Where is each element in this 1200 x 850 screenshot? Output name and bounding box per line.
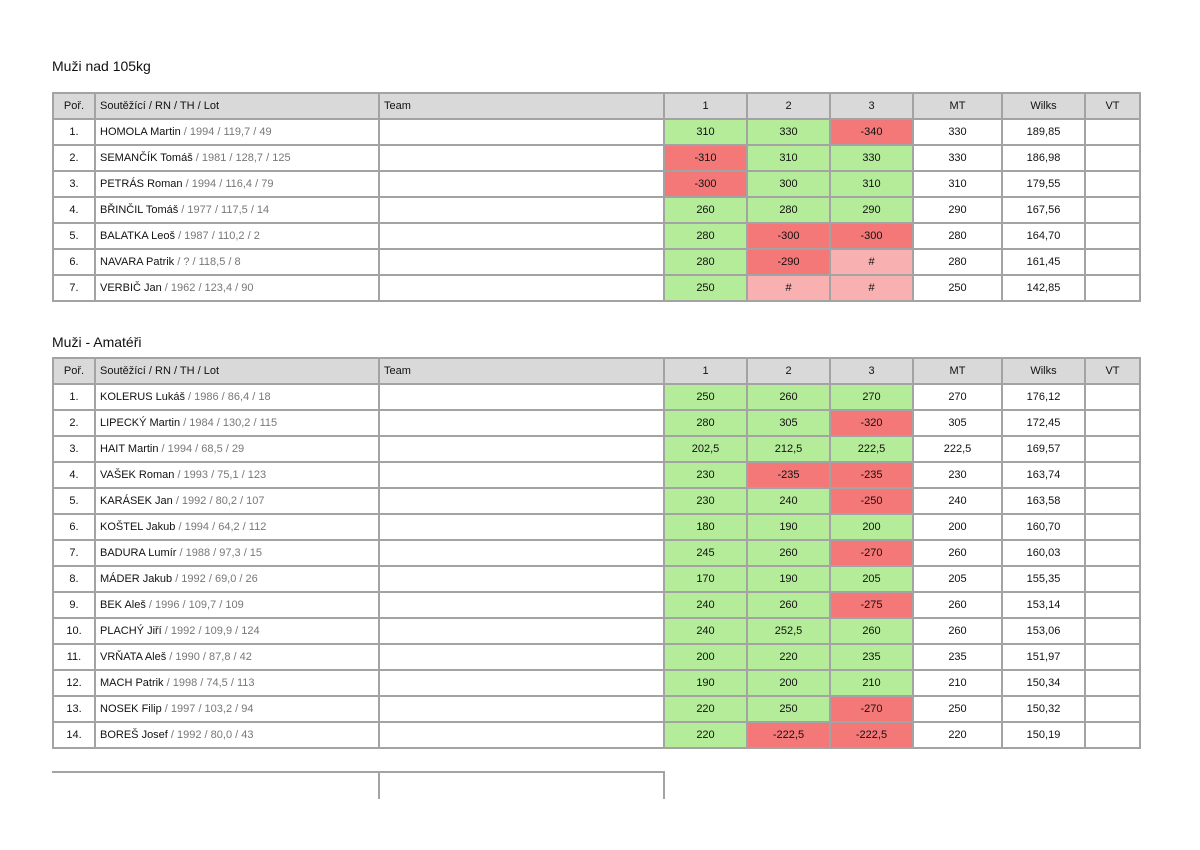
table-row bbox=[53, 592, 1140, 618]
table-row bbox=[53, 275, 1140, 301]
team-cell bbox=[379, 696, 664, 722]
position-cell: 7. bbox=[53, 540, 95, 566]
mt-cell: 222,5 bbox=[913, 436, 1002, 462]
vt-cell bbox=[1085, 696, 1140, 722]
mt-cell: 280 bbox=[913, 223, 1002, 249]
wilks-cell: 151,97 bbox=[1002, 644, 1085, 670]
attempt-1-cell: 220 bbox=[664, 696, 747, 722]
mt-cell: 260 bbox=[913, 618, 1002, 644]
mt-cell: 330 bbox=[913, 145, 1002, 171]
vt-cell bbox=[1085, 462, 1140, 488]
competitor-name: SEMANČÍK Tomáš bbox=[100, 152, 193, 164]
competitor-name: HAIT Martin bbox=[100, 443, 159, 455]
wilks-cell: 167,56 bbox=[1002, 197, 1085, 223]
wilks-cell: 189,85 bbox=[1002, 119, 1085, 145]
header-competitor-meta: / RN / TH / Lot bbox=[145, 365, 220, 377]
attempt-2-cell: 260 bbox=[747, 540, 830, 566]
attempt-2-cell: 310 bbox=[747, 145, 830, 171]
vt-cell bbox=[1085, 410, 1140, 436]
header-team: Team bbox=[379, 358, 664, 384]
team-cell bbox=[379, 592, 664, 618]
attempt-3-cell: 200 bbox=[830, 514, 913, 540]
wilks-cell: 155,35 bbox=[1002, 566, 1085, 592]
position-cell: 13. bbox=[53, 696, 95, 722]
position-cell: 3. bbox=[53, 171, 95, 197]
position-cell: 2. bbox=[53, 145, 95, 171]
competitor-cell bbox=[95, 696, 379, 722]
position-cell: 8. bbox=[53, 566, 95, 592]
header-mt: MT bbox=[913, 93, 1002, 119]
vt-cell bbox=[1085, 145, 1140, 171]
header-mt: MT bbox=[913, 358, 1002, 384]
position-cell: 6. bbox=[53, 249, 95, 275]
competitor-meta: / 1994 / 64,2 / 112 bbox=[175, 521, 267, 533]
competitor-name: VERBIČ Jan bbox=[100, 282, 162, 294]
competitor-meta: / 1998 / 74,5 / 113 bbox=[163, 677, 255, 689]
competitor-name: BADURA Lumír bbox=[100, 547, 177, 559]
header-attempt-3: 3 bbox=[830, 358, 913, 384]
team-cell bbox=[379, 488, 664, 514]
attempt-1-cell: 245 bbox=[664, 540, 747, 566]
header-competitor-label: Soutěžící bbox=[100, 100, 146, 112]
mt-cell: 235 bbox=[913, 644, 1002, 670]
vt-cell bbox=[1085, 119, 1140, 145]
attempt-1-cell: 240 bbox=[664, 592, 747, 618]
header-wilks: Wilks bbox=[1002, 358, 1085, 384]
attempt-1-cell: 230 bbox=[664, 462, 747, 488]
mt-cell: 205 bbox=[913, 566, 1002, 592]
position-cell: 7. bbox=[53, 275, 95, 301]
wilks-cell: 172,45 bbox=[1002, 410, 1085, 436]
attempt-1-cell: 190 bbox=[664, 670, 747, 696]
attempt-3-cell: -300 bbox=[830, 223, 913, 249]
attempt-1-cell: 200 bbox=[664, 644, 747, 670]
team-cell bbox=[379, 223, 664, 249]
team-cell bbox=[379, 171, 664, 197]
attempt-2-cell: 260 bbox=[747, 592, 830, 618]
competitor-cell bbox=[95, 436, 379, 462]
mt-cell: 210 bbox=[913, 670, 1002, 696]
vt-cell bbox=[1085, 197, 1140, 223]
attempt-2-cell: 260 bbox=[747, 384, 830, 410]
competitor-cell bbox=[95, 462, 379, 488]
header-attempt-1: 1 bbox=[664, 358, 747, 384]
table-row bbox=[53, 145, 1140, 171]
header-vt: VT bbox=[1085, 358, 1140, 384]
competitor-name: HOMOLA Martin bbox=[100, 126, 181, 138]
vt-cell bbox=[1085, 171, 1140, 197]
mt-cell: 290 bbox=[913, 197, 1002, 223]
header-competitor bbox=[95, 93, 379, 119]
vt-cell bbox=[1085, 488, 1140, 514]
team-cell bbox=[379, 670, 664, 696]
competitor-cell bbox=[95, 488, 379, 514]
competitor-cell bbox=[95, 540, 379, 566]
competitor-cell bbox=[95, 223, 379, 249]
wilks-cell: 142,85 bbox=[1002, 275, 1085, 301]
attempt-3-cell: 210 bbox=[830, 670, 913, 696]
mt-cell: 260 bbox=[913, 540, 1002, 566]
attempt-2-cell: 305 bbox=[747, 410, 830, 436]
results-table-amateurs bbox=[52, 357, 1141, 749]
wilks-cell: 150,34 bbox=[1002, 670, 1085, 696]
attempt-2-cell: -300 bbox=[747, 223, 830, 249]
competitor-name: KARÁSEK Jan bbox=[100, 495, 173, 507]
attempt-3-cell: # bbox=[830, 249, 913, 275]
competitor-meta: / 1992 / 80,0 / 43 bbox=[167, 729, 254, 741]
table-footer-divider bbox=[378, 771, 380, 799]
table-row bbox=[53, 514, 1140, 540]
team-cell bbox=[379, 722, 664, 748]
competitor-cell bbox=[95, 670, 379, 696]
table-row bbox=[53, 670, 1140, 696]
mt-cell: 250 bbox=[913, 275, 1002, 301]
position-cell: 12. bbox=[53, 670, 95, 696]
wilks-cell: 163,74 bbox=[1002, 462, 1085, 488]
competitor-name: LIPECKÝ Martin bbox=[100, 417, 181, 429]
position-cell: 5. bbox=[53, 488, 95, 514]
competitor-name: VAŠEK Roman bbox=[100, 469, 175, 481]
competitor-cell bbox=[95, 119, 379, 145]
attempt-3-cell: -235 bbox=[830, 462, 913, 488]
header-competitor bbox=[95, 358, 379, 384]
team-cell bbox=[379, 540, 664, 566]
competitor-cell bbox=[95, 514, 379, 540]
table-row bbox=[53, 462, 1140, 488]
header-row bbox=[53, 358, 1140, 384]
header-attempt-2: 2 bbox=[747, 93, 830, 119]
attempt-2-cell: 190 bbox=[747, 514, 830, 540]
section-title: Muži - Amatéři bbox=[52, 334, 142, 350]
attempt-3-cell: -275 bbox=[830, 592, 913, 618]
attempt-3-cell: 222,5 bbox=[830, 436, 913, 462]
team-cell bbox=[379, 618, 664, 644]
attempt-1-cell: 280 bbox=[664, 223, 747, 249]
attempt-1-cell: -300 bbox=[664, 171, 747, 197]
header-competitor-meta: / RN / TH / Lot bbox=[145, 100, 220, 112]
table-row bbox=[53, 119, 1140, 145]
attempt-3-cell: -270 bbox=[830, 696, 913, 722]
attempt-2-cell: 330 bbox=[747, 119, 830, 145]
header-competitor-label: Soutěžící bbox=[100, 365, 146, 377]
attempt-2-cell: 212,5 bbox=[747, 436, 830, 462]
vt-cell bbox=[1085, 540, 1140, 566]
table-row bbox=[53, 644, 1140, 670]
header-attempt-2: 2 bbox=[747, 358, 830, 384]
attempt-2-cell: 252,5 bbox=[747, 618, 830, 644]
competitor-cell bbox=[95, 644, 379, 670]
wilks-cell: 176,12 bbox=[1002, 384, 1085, 410]
wilks-cell: 150,19 bbox=[1002, 722, 1085, 748]
competitor-name: KOLERUS Lukáš bbox=[100, 391, 185, 403]
team-cell bbox=[379, 410, 664, 436]
position-cell: 4. bbox=[53, 462, 95, 488]
attempt-2-cell: 190 bbox=[747, 566, 830, 592]
team-cell bbox=[379, 275, 664, 301]
attempt-3-cell: -222,5 bbox=[830, 722, 913, 748]
competitor-name: VRŇATA Aleš bbox=[100, 651, 167, 663]
competitor-meta: / 1962 / 123,4 / 90 bbox=[161, 282, 254, 294]
attempt-2-cell: -235 bbox=[747, 462, 830, 488]
mt-cell: 305 bbox=[913, 410, 1002, 436]
attempt-2-cell: 250 bbox=[747, 696, 830, 722]
attempt-3-cell: -250 bbox=[830, 488, 913, 514]
team-cell bbox=[379, 644, 664, 670]
position-cell: 4. bbox=[53, 197, 95, 223]
mt-cell: 310 bbox=[913, 171, 1002, 197]
competitor-cell bbox=[95, 722, 379, 748]
vt-cell bbox=[1085, 566, 1140, 592]
attempt-1-cell: 180 bbox=[664, 514, 747, 540]
competitor-name: KOŠTEL Jakub bbox=[100, 521, 176, 533]
attempt-3-cell: 310 bbox=[830, 171, 913, 197]
competitor-meta: / 1981 / 128,7 / 125 bbox=[192, 152, 291, 164]
table-row bbox=[53, 618, 1140, 644]
wilks-cell: 164,70 bbox=[1002, 223, 1085, 249]
team-cell bbox=[379, 249, 664, 275]
attempt-3-cell: 205 bbox=[830, 566, 913, 592]
team-cell bbox=[379, 436, 664, 462]
vt-cell bbox=[1085, 618, 1140, 644]
competitor-meta: / 1992 / 80,2 / 107 bbox=[172, 495, 265, 507]
position-cell: 10. bbox=[53, 618, 95, 644]
table-row bbox=[53, 696, 1140, 722]
position-cell: 1. bbox=[53, 119, 95, 145]
mt-cell: 270 bbox=[913, 384, 1002, 410]
attempt-1-cell: 250 bbox=[664, 384, 747, 410]
attempt-1-cell: 220 bbox=[664, 722, 747, 748]
attempt-3-cell: 290 bbox=[830, 197, 913, 223]
team-cell bbox=[379, 145, 664, 171]
attempt-1-cell: 230 bbox=[664, 488, 747, 514]
position-cell: 9. bbox=[53, 592, 95, 618]
wilks-cell: 169,57 bbox=[1002, 436, 1085, 462]
competitor-name: NOSEK Filip bbox=[100, 703, 162, 715]
attempt-2-cell: 280 bbox=[747, 197, 830, 223]
competitor-cell bbox=[95, 618, 379, 644]
wilks-cell: 160,03 bbox=[1002, 540, 1085, 566]
attempt-2-cell: 300 bbox=[747, 171, 830, 197]
competitor-cell bbox=[95, 275, 379, 301]
mt-cell: 230 bbox=[913, 462, 1002, 488]
competitor-meta: / 1994 / 119,7 / 49 bbox=[180, 126, 272, 138]
competitor-meta: / 1993 / 75,1 / 123 bbox=[174, 469, 267, 481]
attempt-3-cell: # bbox=[830, 275, 913, 301]
wilks-cell: 163,58 bbox=[1002, 488, 1085, 514]
results-table-heavyweight bbox=[52, 92, 1141, 302]
attempt-3-cell: 235 bbox=[830, 644, 913, 670]
mt-cell: 200 bbox=[913, 514, 1002, 540]
attempt-1-cell: 240 bbox=[664, 618, 747, 644]
mt-cell: 240 bbox=[913, 488, 1002, 514]
header-pos: Poř. bbox=[53, 358, 95, 384]
competitor-cell bbox=[95, 249, 379, 275]
vt-cell bbox=[1085, 223, 1140, 249]
position-cell: 5. bbox=[53, 223, 95, 249]
wilks-cell: 153,14 bbox=[1002, 592, 1085, 618]
vt-cell bbox=[1085, 275, 1140, 301]
team-cell bbox=[379, 566, 664, 592]
table-row bbox=[53, 197, 1140, 223]
vt-cell bbox=[1085, 384, 1140, 410]
attempt-1-cell: 250 bbox=[664, 275, 747, 301]
attempt-1-cell: -310 bbox=[664, 145, 747, 171]
header-row bbox=[53, 93, 1140, 119]
competitor-meta: / 1984 / 130,2 / 115 bbox=[180, 417, 278, 429]
table-row bbox=[53, 171, 1140, 197]
header-pos: Poř. bbox=[53, 93, 95, 119]
competitor-name: BALATKA Leoš bbox=[100, 230, 176, 242]
mt-cell: 250 bbox=[913, 696, 1002, 722]
header-attempt-1: 1 bbox=[664, 93, 747, 119]
mt-cell: 280 bbox=[913, 249, 1002, 275]
attempt-2-cell: 240 bbox=[747, 488, 830, 514]
header-attempt-3: 3 bbox=[830, 93, 913, 119]
header-wilks: Wilks bbox=[1002, 93, 1085, 119]
table-row bbox=[53, 410, 1140, 436]
table-row bbox=[53, 223, 1140, 249]
vt-cell bbox=[1085, 670, 1140, 696]
attempt-3-cell: 270 bbox=[830, 384, 913, 410]
attempt-2-cell: 200 bbox=[747, 670, 830, 696]
attempt-1-cell: 260 bbox=[664, 197, 747, 223]
competitor-name: NAVARA Patrik bbox=[100, 256, 175, 268]
attempt-1-cell: 310 bbox=[664, 119, 747, 145]
mt-cell: 220 bbox=[913, 722, 1002, 748]
competitor-cell bbox=[95, 410, 379, 436]
position-cell: 11. bbox=[53, 644, 95, 670]
competitor-meta: / 1994 / 116,4 / 79 bbox=[182, 178, 274, 190]
table-row bbox=[53, 384, 1140, 410]
attempt-3-cell: 330 bbox=[830, 145, 913, 171]
competitor-cell bbox=[95, 592, 379, 618]
table-footer-line bbox=[52, 771, 664, 773]
competitor-meta: / 1996 / 109,7 / 109 bbox=[145, 599, 244, 611]
attempt-1-cell: 280 bbox=[664, 249, 747, 275]
team-cell bbox=[379, 119, 664, 145]
attempt-2-cell: # bbox=[747, 275, 830, 301]
competitor-name: PETRÁS Roman bbox=[100, 178, 183, 190]
position-cell: 1. bbox=[53, 384, 95, 410]
vt-cell bbox=[1085, 722, 1140, 748]
competitor-cell bbox=[95, 384, 379, 410]
header-vt: VT bbox=[1085, 93, 1140, 119]
attempt-2-cell: -290 bbox=[747, 249, 830, 275]
competitor-cell bbox=[95, 197, 379, 223]
wilks-cell: 150,32 bbox=[1002, 696, 1085, 722]
section-title: Muži nad 105kg bbox=[52, 58, 151, 74]
competitor-cell bbox=[95, 566, 379, 592]
attempt-2-cell: 220 bbox=[747, 644, 830, 670]
competitor-name: PLACHÝ Jiří bbox=[100, 625, 162, 637]
attempt-3-cell: -320 bbox=[830, 410, 913, 436]
competitor-meta: / 1986 / 86,4 / 18 bbox=[184, 391, 271, 403]
attempt-3-cell: -340 bbox=[830, 119, 913, 145]
attempt-1-cell: 280 bbox=[664, 410, 747, 436]
competitor-name: BŘINČIL Tomáš bbox=[100, 204, 179, 216]
team-cell bbox=[379, 462, 664, 488]
vt-cell bbox=[1085, 592, 1140, 618]
table-row bbox=[53, 436, 1140, 462]
wilks-cell: 160,70 bbox=[1002, 514, 1085, 540]
wilks-cell: 179,55 bbox=[1002, 171, 1085, 197]
attempt-2-cell: -222,5 bbox=[747, 722, 830, 748]
header-team: Team bbox=[379, 93, 664, 119]
table-row bbox=[53, 249, 1140, 275]
position-cell: 3. bbox=[53, 436, 95, 462]
position-cell: 2. bbox=[53, 410, 95, 436]
table-row bbox=[53, 722, 1140, 748]
mt-cell: 330 bbox=[913, 119, 1002, 145]
competitor-name: MÁDER Jakub bbox=[100, 573, 173, 585]
competitor-meta: / 1997 / 103,2 / 94 bbox=[161, 703, 254, 715]
wilks-cell: 186,98 bbox=[1002, 145, 1085, 171]
position-cell: 14. bbox=[53, 722, 95, 748]
competitor-name: BOREŠ Josef bbox=[100, 729, 168, 741]
competitor-meta: / 1992 / 109,9 / 124 bbox=[161, 625, 260, 637]
competitor-meta: / 1988 / 97,3 / 15 bbox=[176, 547, 263, 559]
competitor-meta: / 1994 / 68,5 / 29 bbox=[158, 443, 245, 455]
competitor-name: BEK Aleš bbox=[100, 599, 146, 611]
competitor-cell bbox=[95, 145, 379, 171]
position-cell: 6. bbox=[53, 514, 95, 540]
wilks-cell: 153,06 bbox=[1002, 618, 1085, 644]
competitor-meta: / 1990 / 87,8 / 42 bbox=[166, 651, 252, 663]
table-row bbox=[53, 488, 1140, 514]
competitor-meta: / ? / 118,5 / 8 bbox=[174, 256, 241, 268]
results-body bbox=[53, 119, 1140, 301]
competitor-cell bbox=[95, 171, 379, 197]
team-cell bbox=[379, 197, 664, 223]
results-body bbox=[53, 384, 1140, 748]
team-cell bbox=[379, 514, 664, 540]
team-cell bbox=[379, 384, 664, 410]
competitor-meta: / 1992 / 69,0 / 26 bbox=[172, 573, 258, 585]
competitor-name: MACH Patrik bbox=[100, 677, 164, 689]
vt-cell bbox=[1085, 514, 1140, 540]
attempt-1-cell: 170 bbox=[664, 566, 747, 592]
competitor-meta: / 1987 / 110,2 / 2 bbox=[175, 230, 260, 242]
competitor-meta: / 1977 / 117,5 / 14 bbox=[178, 204, 270, 216]
wilks-cell: 161,45 bbox=[1002, 249, 1085, 275]
attempt-3-cell: -270 bbox=[830, 540, 913, 566]
attempt-1-cell: 202,5 bbox=[664, 436, 747, 462]
table-row bbox=[53, 566, 1140, 592]
mt-cell: 260 bbox=[913, 592, 1002, 618]
table-row bbox=[53, 540, 1140, 566]
attempt-3-cell: 260 bbox=[830, 618, 913, 644]
vt-cell bbox=[1085, 436, 1140, 462]
vt-cell bbox=[1085, 644, 1140, 670]
table-footer-divider bbox=[663, 771, 665, 799]
vt-cell bbox=[1085, 249, 1140, 275]
